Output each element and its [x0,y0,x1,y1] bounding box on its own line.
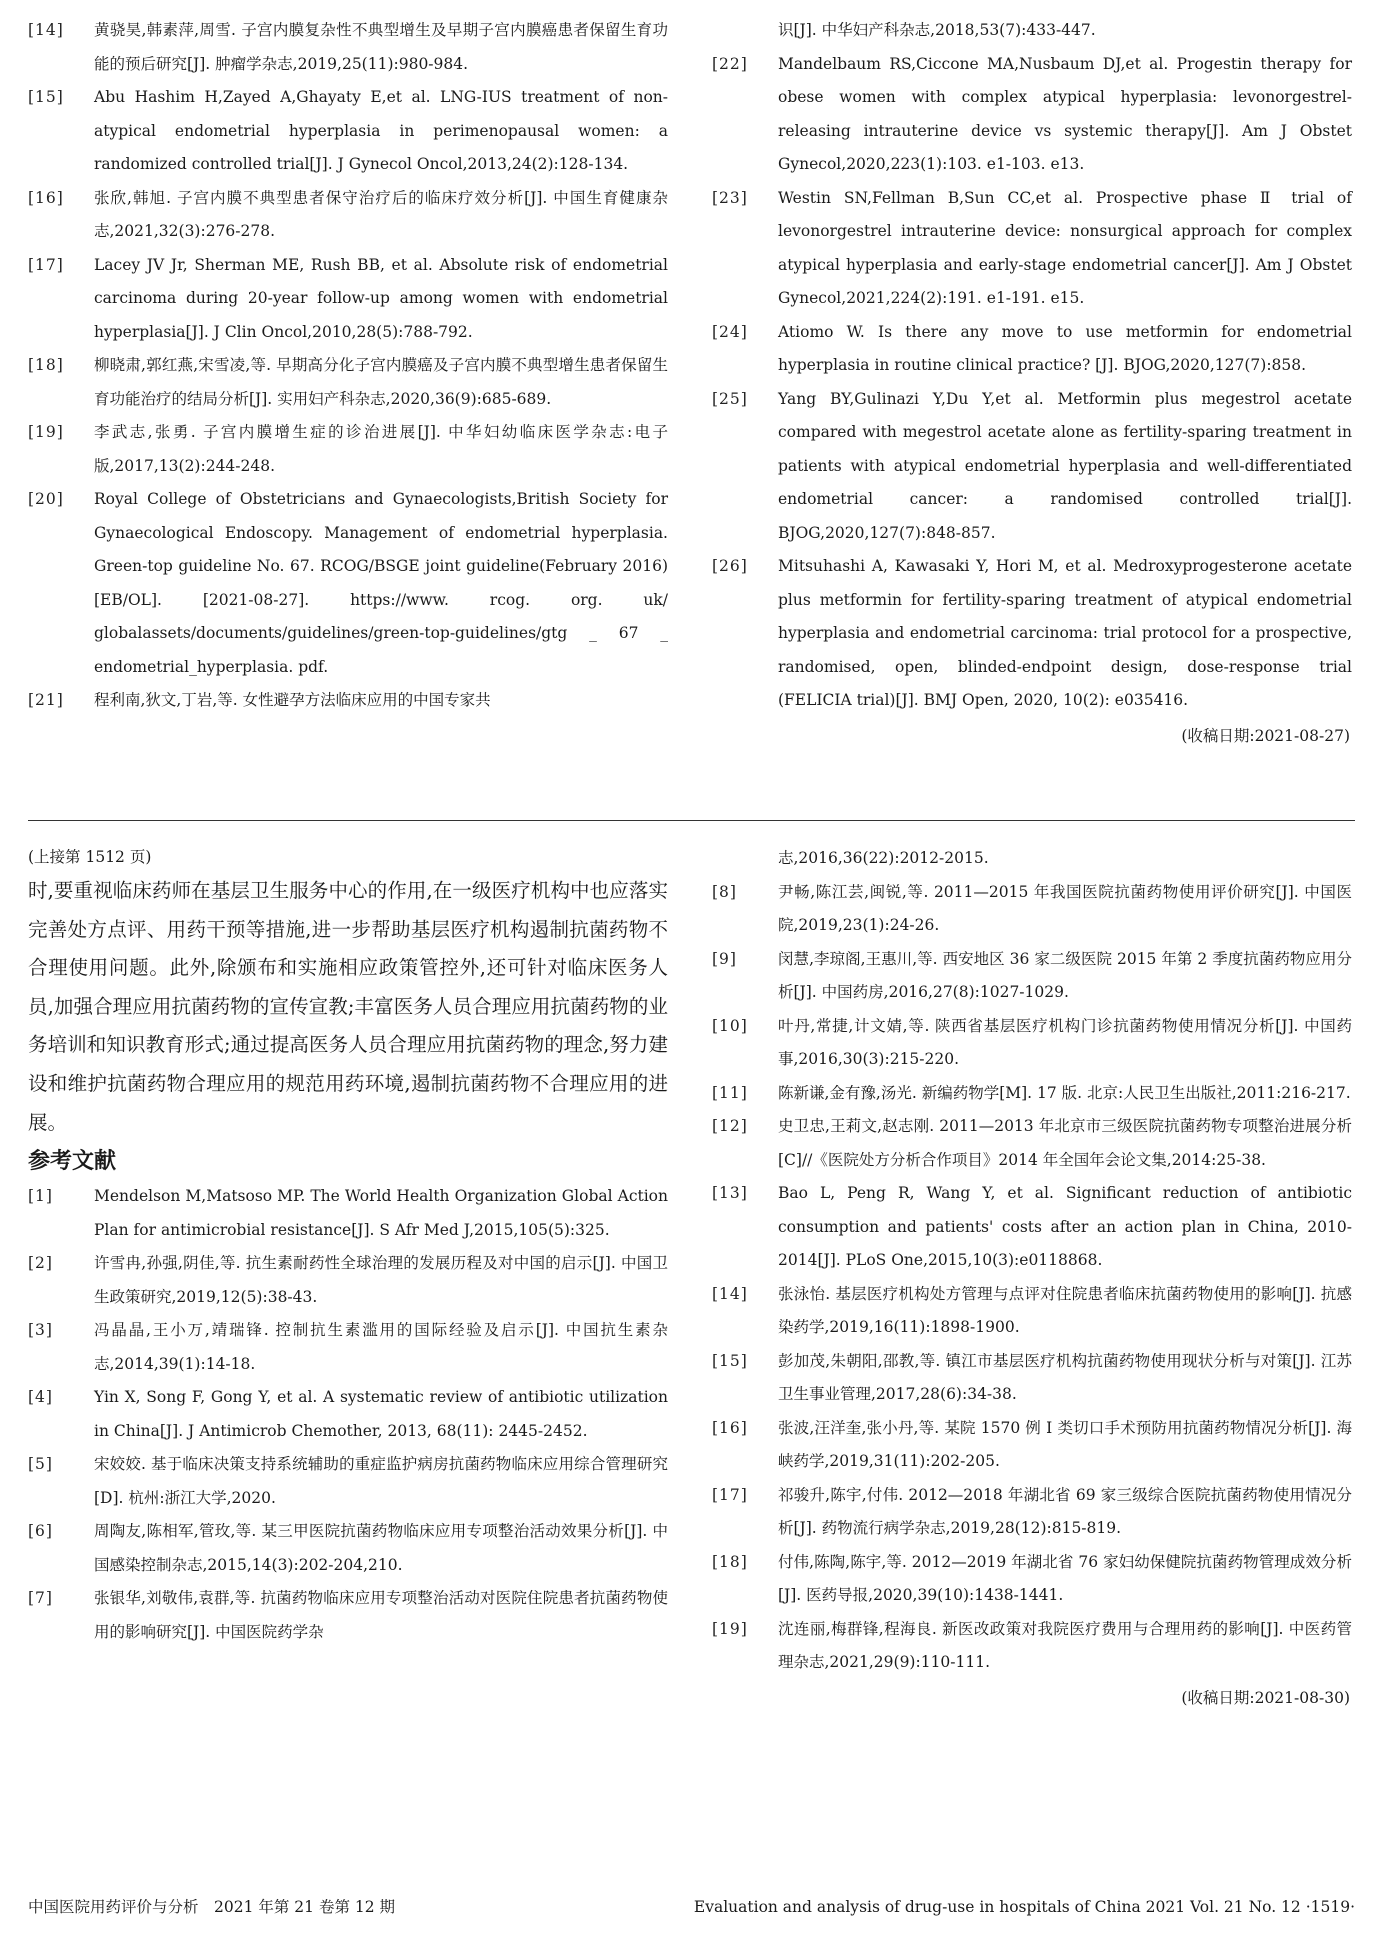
reference-text: Bao L, Peng R, Wang Y, et al. Significant reduction of antibiotic consumption and patients' costs after an action plan in China, 2010-2014[J]. PLoS One,2015,10(3):e0118868. [778,1184,1352,1269]
reference-number: [9] [712,949,737,968]
reference-number: [14] [28,21,64,39]
reference-number: [2] [28,1254,53,1273]
reference-number: [24] [712,322,748,341]
reference-item [712,1177,1352,1278]
reference-text: 张欣,韩旭. 子宫内膜不典型患者保守治疗后的临床疗效分析[J]. 中国生育健康杂志,2021,32(3):276-278. [94,188,668,240]
reference-text: Yang BY,Gulinazi Y,Du Y,et al. Metformin plus megestrol acetate compared with megestrol acetate alone as fertility-sparing treatment in patients with atypical endometrial hyperplasia and well-differentiated endometrial cancer: a randomised controlled trial[J]. BJOG,2020,127(7):848-857. [778,389,1352,542]
reference-item [28,349,668,416]
reference-number: [15] [28,88,64,106]
reference-text: 柳晓肃,郭红燕,宋雪凌,等. 早期高分化子宫内膜癌及子宫内膜不典型增生患者保留生育功能治疗的结局分析[J]. 实用妇产科杂志,2020,36(9):685-689. [94,356,668,408]
reference-text: Yin X, Song F, Gong Y, et al. A systematic review of antibiotic utilization in China[J]. J Antimicrob Chemother, 2013, 68(11): 2445-2452. [94,1388,668,1440]
reference-item [712,316,1352,383]
top-left-column [28,14,668,718]
reference-item [712,876,1352,943]
reference-text: 彭加茂,朱朝阳,邵教,等. 镇江市基层医疗机构抗菌药物使用现状分析与对策[J]. 江苏卫生事业管理,2017,28(6):34-38. [778,1351,1352,1403]
reference-item [712,1010,1352,1077]
bottom-right-column [712,842,1352,1716]
reference-text: Mandelbaum RS,Ciccone MA,Nusbaum DJ,et al. Progestin therapy for obese women with complex atypical hyperplasia: levonorgestrel-releasing intrauterine device vs systemic therapy[J]. Am J Obstet Gynecol,2020,223(1):103. e1-103. e13. [778,54,1352,173]
reference-number: [17] [28,255,64,274]
reference-item [28,1247,668,1314]
page-footer [28,1895,1355,1919]
reference-item [28,1582,668,1649]
reference-item [28,1515,668,1582]
reference-item [712,1077,1352,1111]
reference-text: 闵慧,李琼阁,王惠川,等. 西安地区 36 家二级医院 2015 年第 2 季度抗菌药物应用分析[J]. 中国药房,2016,27(8):1027-1029. [778,949,1352,1001]
reference-item [712,1546,1352,1613]
reference-item [712,550,1352,718]
reference-item [712,1278,1352,1345]
reference-item [712,1110,1352,1177]
reference-text: 付伟,陈陶,陈宇,等. 2012—2019 年湖北省 76 家妇幼保健院抗菌药物管理成效分析[J]. 医药导报,2020,39(10):1438-1441. [778,1552,1352,1604]
reference-number: [6] [28,1522,53,1541]
reference-text: 沈连丽,梅群锋,程海良. 新医改政策对我院医疗费用与合理用药的影响[J]. 中医药管理杂志,2021,29(9):110-111. [778,1619,1352,1671]
reference-item [712,1613,1352,1680]
reference-text: 陈新谦,金有豫,汤光. 新编药物学[M]. 17 版. 北京:人民卫生出版社,2011:216-217. [778,1083,1351,1102]
reference-number: [25] [712,389,748,408]
reference-text: 程利南,狄文,丁岩,等. 女性避孕方法临床应用的中国专家共 [94,691,491,709]
reference-text: Lacey JV Jr, Sherman ME, Rush BB, et al. Absolute risk of endometrial carcinoma during 20-year follow-up among women with endometrial hyperplasia[J]. J Clin Oncol,2010,28(5):788-792. [94,255,668,341]
reference-text: 张泳怡. 基层医疗机构处方管理与点评对住院患者临床抗菌药物使用的影响[J]. 抗感染药学,2019,16(11):1898-1900. [778,1284,1352,1336]
reference-item [28,416,668,483]
reference-text: Mitsuhashi A, Kawasaki Y, Hori M, et al. Medroxyprogesterone acetate plus metformin for fertility-sparing treatment of atypical endometrial hyperplasia and endometrial carcinoma: trial protocol for a prospective, randomised, open, blinded-endpoint design, dose-response trial (FELICIA trial)[J]. BMJ Open, 2020, 10(2): e035416. [778,557,1352,709]
received-date: (收稿日期:2021-08-30) [1181,1688,1350,1707]
reference-text: Royal College of Obstetricians and Gynaecologists,British Society for Gynaecological Endoscopy. Management of endometrial hyperplasia. Green-top guideline No. 67. RCOG/BSGE joint guideline(February 2016)[EB/OL]. [2021-08-27]. https://www. rcog. org. uk/ globalassets/documents/guidelines/green-top-guidelines/gtg _ 67 _ endometrial_hyperplasia. pdf. [94,490,668,676]
reference-text: 许雪冉,孙强,阴佳,等. 抗生素耐药性全球治理的发展历程及对中国的启示[J]. 中国卫生政策研究,2019,12(5):38-43. [94,1254,668,1306]
reference-text: 尹畅,陈江芸,闽锐,等. 2011—2015 年我国医院抗菌药物使用评价研究[J]. 中国医院,2019,23(1):24-26. [778,882,1352,934]
reference-number: [4] [28,1388,53,1407]
reference-continuation: 志,2016,36(22):2012-2015. [778,849,989,867]
reference-number: [18] [28,356,64,374]
reference-list [712,876,1352,1680]
reference-number: [10] [712,1016,748,1035]
reference-text: Abu Hashim H,Zayed A,Ghayaty E,et al. LNG-IUS treatment of non-atypical endometrial hyperplasia in perimenopausal women: a randomized controlled trial[J]. J Gynecol Oncol,2013,24(2):128-134. [94,88,668,173]
body-paragraph: 时,要重视临床药师在基层卫生服务中心的作用,在一级医疗机构中也应落实完善处方点评、用药干预等措施,进一步帮助基层医疗机构遏制抗菌药物不合理使用问题。此外,除颁布和实施相应政策管控外,还可针对临床医务人员,加强合理应用抗菌药物的宣传宣教;丰富医务人员合理应用抗菌药物的业务培训和知识教育形式;通过提高医务人员合理应用抗菌药物的理念,努力建设和维护抗菌药物合理应用的规范用药环境,遏制抗菌药物不合理应用的进展。 [28,879,668,1134]
reference-text: 张银华,刘敬伟,袁群,等. 抗菌药物临床应用专项整治活动对医院住院患者抗菌药物使用的影响研究[J]. 中国医院药学杂 [94,1589,668,1641]
reference-text: 张波,汪洋奎,张小丹,等. 某院 1570 例 Ⅰ 类切口手术预防用抗菌药物情况分析[J]. 海峡药学,2019,31(11):202-205. [778,1418,1352,1470]
reference-number: [19] [712,1619,748,1638]
reference-item [28,182,668,249]
reference-text: 祁骏升,陈宇,付伟. 2012—2018 年湖北省 69 家三级综合医院抗菌药物使用情况分析[J]. 药物流行病学杂志,2019,28(12):815-819. [778,1485,1352,1537]
reference-item [28,1180,668,1247]
reference-item [28,1381,668,1448]
reference-item [28,14,668,81]
reference-number: [12] [712,1117,748,1135]
reference-item [28,1448,668,1515]
reference-number: [17] [712,1485,748,1504]
reference-text: Mendelson M,Matsoso MP. The World Health Organization Global Action Plan for antimicrobial resistance[J]. S Afr Med J,2015,105(5):325. [94,1187,668,1239]
reference-item [712,182,1352,316]
reference-number: [19] [28,423,64,441]
journal-name-en-page-number: Evaluation and analysis of drug-use in hospitals of China 2021 Vol. 21 No. 12 ·1519· [693,1898,1355,1916]
reference-text: 冯晶晶,王小万,靖瑞锋. 控制抗生素滥用的国际经验及启示[J]. 中国抗生素杂志,2014,39(1):14-18. [94,1321,668,1373]
reference-text: Westin SN,Fellman B,Sun CC,et al. Prospective phase Ⅱ trial of levonorgestrel intrauterine device: nonsurgical approach for complex atypical hyperplasia and early-stage endometrial cancer[J]. Am J Obstet Gynecol,2021,224(2):191. e1-191. e15. [778,188,1352,307]
reference-text: 周陶友,陈相军,管玫,等. 某三甲医院抗菌药物临床应用专项整治活动效果分析[J]. 中国感染控制杂志,2015,14(3):202-204,210. [94,1522,668,1574]
reference-item [712,943,1352,1010]
reference-item [28,483,668,684]
reference-number: [23] [712,188,748,207]
reference-item [712,383,1352,551]
reference-list [712,48,1352,718]
reference-number: [3] [28,1321,53,1340]
reference-item [712,48,1352,182]
reference-item [28,249,668,350]
reference-number: [15] [712,1351,748,1370]
article-divider [28,820,1355,821]
reference-item [712,1412,1352,1479]
reference-number: [8] [712,882,737,901]
reference-text: 宋姣姣. 基于临床决策支持系统辅助的重症监护病房抗菌药物临床应用综合管理研究[D]. 杭州:浙江大学,2020. [94,1455,668,1507]
received-date: (收稿日期:2021-08-27) [1181,726,1350,745]
reference-number: [13] [712,1184,748,1202]
reference-number: [16] [28,188,64,207]
reference-item [28,684,668,718]
continued-from-note: (上接第 1512 页) [28,848,152,866]
reference-text: 李武志,张勇. 子宫内膜增生症的诊治进展[J]. 中华妇幼临床医学杂志:电子版,2017,13(2):244-248. [94,423,668,475]
reference-list [28,14,668,718]
reference-list [28,1180,668,1649]
reference-number: [22] [712,54,748,73]
top-right-column [712,14,1352,754]
reference-item [28,1314,668,1381]
reference-text: 叶丹,常捷,计文婧,等. 陕西省基层医疗机构门诊抗菌药物使用情况分析[J]. 中国药事,2016,30(3):215-220. [778,1016,1352,1068]
reference-number: [14] [712,1284,748,1303]
reference-number: [20] [28,490,64,508]
reference-number: [26] [712,557,748,575]
reference-continuation: 识[J]. 中华妇产科杂志,2018,53(7):433-447. [778,21,1096,39]
reference-item [712,1479,1352,1546]
reference-number: [11] [712,1083,748,1102]
reference-text: 黄骁昊,韩素萍,周雪. 子宫内膜复杂性不典型增生及早期子宫内膜癌患者保留生育功能的预后研究[J]. 肿瘤学杂志,2019,25(11):980-984. [94,21,668,73]
journal-name-cn: 中国医院用药评价与分析 2021 年第 21 卷第 12 期 [28,1898,396,1916]
reference-text: Atiomo W. Is there any move to use metformin for endometrial hyperplasia in routine clinical practice? [J]. BJOG,2020,127(7):858. [778,322,1352,374]
reference-item [712,1345,1352,1412]
references-heading: 参考文献 [28,1149,117,1175]
reference-text: 史卫忠,王莉文,赵志刚. 2011—2013 年北京市三级医院抗菌药物专项整治进展分析[C]//《医院处方分析合作项目》2014 年全国年会论文集,2014:25-38. [778,1117,1352,1169]
reference-item [28,81,668,182]
reference-number: [7] [28,1589,53,1608]
reference-number: [21] [28,691,64,709]
bottom-left-column [28,842,668,1649]
reference-number: [18] [712,1552,748,1571]
reference-number: [1] [28,1187,53,1206]
reference-number: [16] [712,1418,748,1437]
reference-number: [5] [28,1455,53,1474]
